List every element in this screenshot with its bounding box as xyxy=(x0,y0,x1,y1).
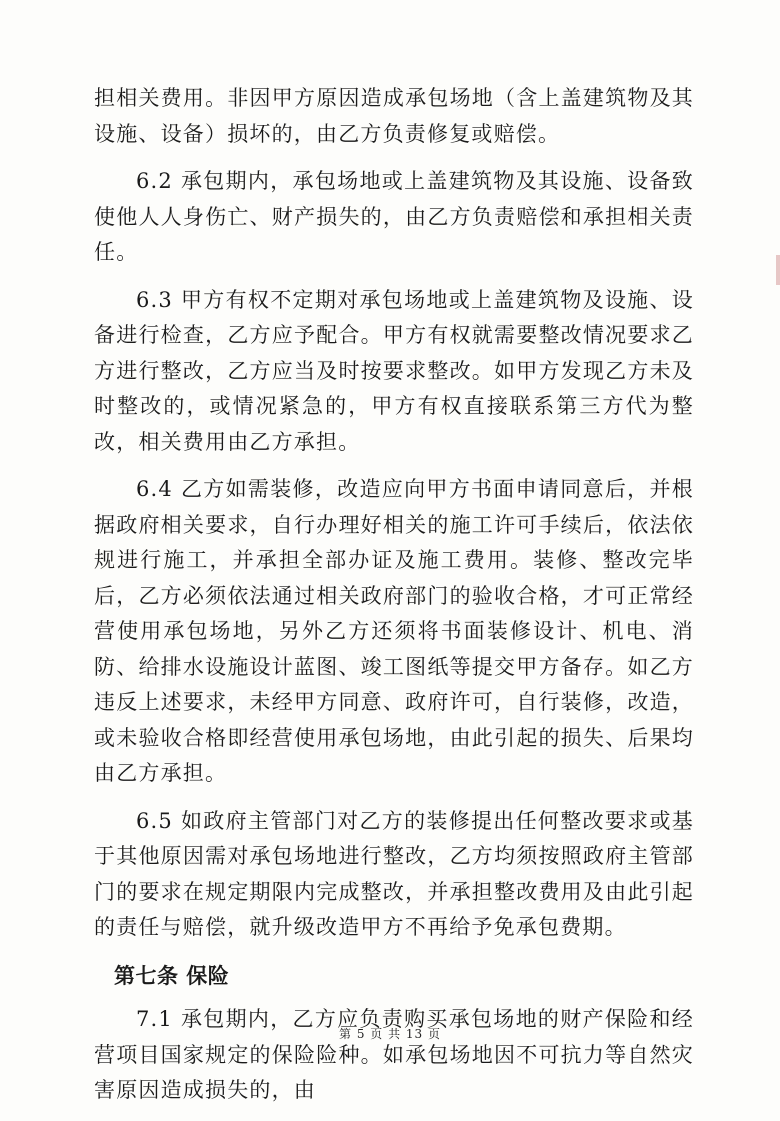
page-number-footer: 第 5 页 共 13 页 xyxy=(339,1027,441,1041)
paragraph-6-5: 6.5 如政府主管部门对乙方的装修提出任何整改要求或基于其他原因需对承包场地进行整改，乙方均须按照政府主管部门的要求在规定期限内完成整改，并承担整改费用及由此引起的责任与赔偿，就升级改造甲方不再给予免承包费期。 xyxy=(94,808,694,939)
paragraph-7-1: 7.1 承包期内，乙方应负责购买承包场地的财产保险和经营项目国家规定的保险险种。如承包场地因不可抗力等自然灾害原因造成损失的，由 xyxy=(94,1007,694,1102)
paragraph-6-1-continuation: 担相关费用。非因甲方原因造成承包场地（含上盖建筑物及其设施、设备）损坏的，由乙方负责修复或赔偿。 xyxy=(94,86,694,146)
document-body xyxy=(94,81,694,1121)
paragraph-6-4: 6.4 乙方如需装修，改造应向甲方书面申请同意后，并根据政府相关要求，自行办理好相关的施工许可手续后，依法依规进行施工，并承担全部办证及施工费用。装修、整改完毕后，乙方必须依法通过相关政府部门的验收合格，才可正常经营使用承包场地，另外乙方还须将书面装修设计、机电、消防、给排水设施设计蓝图、竣工图纸等提交甲方备存。如乙方违反上述要求，未经甲方同意、政府许可，自行装修，改造，或未验收合格即经营使用承包场地，由此引起的损失、后果均由乙方承担。 xyxy=(94,477,694,785)
scan-edge-mark xyxy=(776,255,780,285)
paragraph-6-2: 6.2 承包期内，承包场地或上盖建筑物及其设施、设备致使他人人身伤亡、财产损失的，由乙方负责赔偿和承担相关责任。 xyxy=(94,169,694,264)
paragraph-6-3: 6.3 甲方有权不定期对承包场地或上盖建筑物及设施、设备进行检查，乙方应予配合。甲方有权就需要整改情况要求乙方进行整改，乙方应当及时按要求整改。如甲方发现乙方未及时整改的，或情况紧急的，甲方有权直接联系第三方代为整改，相关费用由乙方承担。 xyxy=(94,287,694,454)
section-heading-insurance: 第七条 保险 xyxy=(114,962,230,988)
